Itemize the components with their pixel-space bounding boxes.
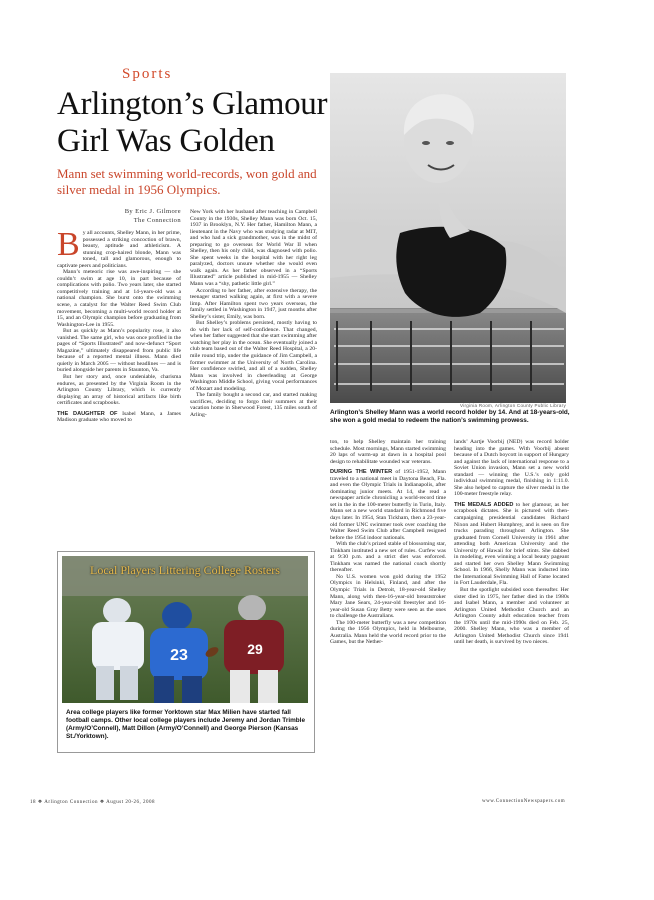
sidebar-box <box>57 551 315 753</box>
paragraph: Mann’s meteoric rise was awe-inspiring — she couldn’t swim at age 10, in part because of complications with polio. Two years later, she started competitively training and at 14-years-old was a national champion. She burst onto the swimming scene, a catalyst for the Walter Reed Swim Club movement, becoming a multi-world record holder at 15, and an Olympic champion before graduating from Washington-Lee in 1955. <box>57 269 181 328</box>
paragraph: lands’ Aartje Voorbij (NED) was record holder heading into the games. With Voorbij absent because of a Dutch boycott in support of Hungary and against the lack of international response to a Soviet Union invasion, Mann set a new world standard — winning the U.S.’s only gold individual swimming medal, finishing in 1:11.0. She also helped to capture the silver medal in the 100-meter freestyle relay. <box>454 439 569 498</box>
paragraph: The 100-meter butterfly was a new competition during the 1956 Olympics, held in Melbourne, Australia. Mann held the world record prior to the Games, but the Nether- <box>330 619 446 646</box>
football-players-photo <box>62 556 308 703</box>
paragraph: THE MEDALS ADDED to her glamour, as her scrapbook dictates. She is pictured with then-campaigning presidential candidates Richard Nixon and Hubert Humphrey, and is seen on fire trucks parading throughout Arlington. She graduated from Cornell University in 1961 after attending both American University and the University of Hawaii for brief stints. She dabbed in modeling, even winning a local beauty pageant and started her own Shelley Mann Swimming School. In 1966, Shelly Mann was inducted into the International Swimming Hall of Fame located in Fort Lauderdale, Fla. <box>454 501 569 587</box>
paragraph: DURING THE WINTER of 1951-1952, Mann traveled to a national meet in Daytona Beach, Fla. and even the Olympic Trials in Indianapolis, after dominating junior meets. At 14, she read a newspaper article chronicling a world-record time set in the in the 100-meter butterfly in Turin, Italy. Mann set a new world standard in Richmond five days later. In 1954, Stan Tickham, then a 23-year-old former UNC swimmer took over coaching the Walter Reed Swim Club after Campbell resigned before the 1954 indoor nationals. <box>330 469 447 541</box>
article-column-1 <box>57 226 182 424</box>
subheadline: Mann set swimming world-records, won gold and silver medal in 1956 Olympics. <box>57 166 317 197</box>
byline-outlet: The Connection <box>133 217 181 224</box>
byline <box>57 207 181 225</box>
swimmer-photo <box>330 73 566 403</box>
football-photo <box>62 556 308 703</box>
article-column-4 <box>454 439 569 646</box>
article-column-2 <box>190 209 317 419</box>
paragraph: But her story and, once undeniable, charisma endures, as presented by the Virginia Room in the Arlington County Library, which is currently displaying an array of historical artifacts like birth certificates and scrapbooks. <box>57 374 181 407</box>
paragraph: But as quickly as Mann’s popularity rose, it also vanished. The same girl, who was once profiled in the pages of “Sports Illustrated” and now-defunct “Sport Magazine,” ultimately disappeared from public life because of a reported mental illness. Mann died quietly in March 2005 — without headlines — and is buried alongside her parents in Staunton, Va. <box>57 328 181 374</box>
run-in-heading: DURING THE WINTER <box>330 469 393 476</box>
sidebar-caption: Area college players like former Yorktown star Max Milien have started fall football camps. Other local college players include Jeremy and Jordan Trimble (Army/O’Connell), Matt Dillon (Army/O’Connell) and George Pierson (Kansas St./Yorktown). <box>66 709 306 740</box>
paragraph: But Shelley’s problems persisted, mostly having to do with her lack of self-confidence. That changed, when her father suggested that she start swimming after watching her play in the ocean. She eventually joined a club team based out of the Walter Reed Hospital, a 20-mile round trip, under the guidance of Jim Campbell, a former swimmer at the University of North Carolina. Her confidence swirled, and all of a sudden, Shelley Mann was involved in cheerleading at George Washington Middle School, giving vocal performances of Mozart and modeling. <box>190 320 317 392</box>
page-footer-right: www.ConnectionNewspapers.com <box>482 799 566 804</box>
jersey-number-29: 29 <box>247 641 263 657</box>
paragraph: But the spotlight subsided soon thereafter. Her sister died in 1975, her father died in the 1980s and Isabel Mann, a member and volunteer at Arlington United Methodist Church and an Arlington County adult education teacher from the 1970s until the mid-1990s died on Feb. 25, 2000. Shelley Mann, who was a member of Arlington United Methodist Church since 1941 until her death, is survived by two nieces. <box>454 587 569 646</box>
section-label: Sports <box>122 66 173 82</box>
paragraph: With the club’s prized stable of blossoming star, Tinkham instituted a new set of rules. Curfew was at 9:30 p.m. and a strict diet was enforced. Tinkham was named the national coach shortly thereafter. <box>330 541 446 574</box>
paragraph: The family bought a second car, and started making sacrifices, deciding to forgo their summers at their vacation home in Sherwood Forest, 135 miles south of Arling- <box>190 392 317 418</box>
paragraph: New York with her husband after teaching in Campbell County in the 1930s, Shelley Mann was born Oct. 15, 1937 in Brooklyn, N.Y. Her father, Hamilton Mann, a lieutenant in the Navy who was studying radar at MIT, and who had a sick grandmother, was in the midst of preparing to go overseas for World War II when Shelley, then his only child, was diagnosed with polio. She spent weeks in the hospital with her right leg paralyzed, doctors unsure whether she would even walk again. As her father observed in a “Sports Illustrated” article published in mid-1955 — Shelley Mann was a “shy, pathetic little girl.” <box>190 209 317 288</box>
jersey-number-23: 23 <box>170 647 188 664</box>
sidebar-title: Local Players Littering College Rosters <box>90 563 280 577</box>
photo-credit: Virginia Room, Arlington County Public Library <box>459 403 566 408</box>
article-column-3 <box>330 439 446 646</box>
headline: Arlington’s Glamour Girl Was Golden <box>57 86 328 159</box>
byline-author: By Eric J. Gilmore <box>124 208 181 215</box>
run-in-heading: THE MEDALS ADDED <box>454 501 514 508</box>
photo-caption: Arlington’s Shelley Mann was a world record holder by 14. And at 18-years-old, she won a gold medal to redeem the nation’s swimming prowess. <box>330 409 570 424</box>
paragraph: By all accounts, Shelley Mann, in her prime, possessed a striking concoction of brawn, beauty, aptitude and athleticism. A stunning crop-haired blonde, Mann was toned, tall and glamorous, enough to captivate peers and politicians. <box>57 226 181 269</box>
drop-cap: B <box>57 226 80 263</box>
lead-photo <box>330 73 566 403</box>
paragraph: No U.S. women won gold during the 1952 Olympics in Helsinki, Finland, and after the Olympic Trials in Detroit, 18-year-old Shelley Mann, along with then-16-year-old breaststroker Mary Jane Sears, 24-year-old freestyler and 16-year-old Susan Gray Betty were seen as the ones to challenge the Australians. <box>330 573 446 620</box>
run-in-heading: THE DAUGHTER OF <box>57 410 118 417</box>
page-footer-left: 18 ❖ Arlington Connection ❖ August 20-26, 2008 <box>30 800 156 805</box>
paragraph: THE DAUGHTER OF Isabel Mann, a James Madison graduate who moved to <box>57 410 182 424</box>
paragraph: According to her father, after extensive therapy, the teenager started walking again, at first with a severe limp. After Hamilton spent two years overseas, the family settled in Washington in 1947, just months after Shelley’s sister, Emily, was born. <box>190 287 317 320</box>
paragraph: ton, to help Shelley maintain her training schedule. Most mornings, Mann started swimming 20 laps of warm-up at dawn in a hospital pool design to rehabilitate wounded war veterans. <box>330 439 446 465</box>
